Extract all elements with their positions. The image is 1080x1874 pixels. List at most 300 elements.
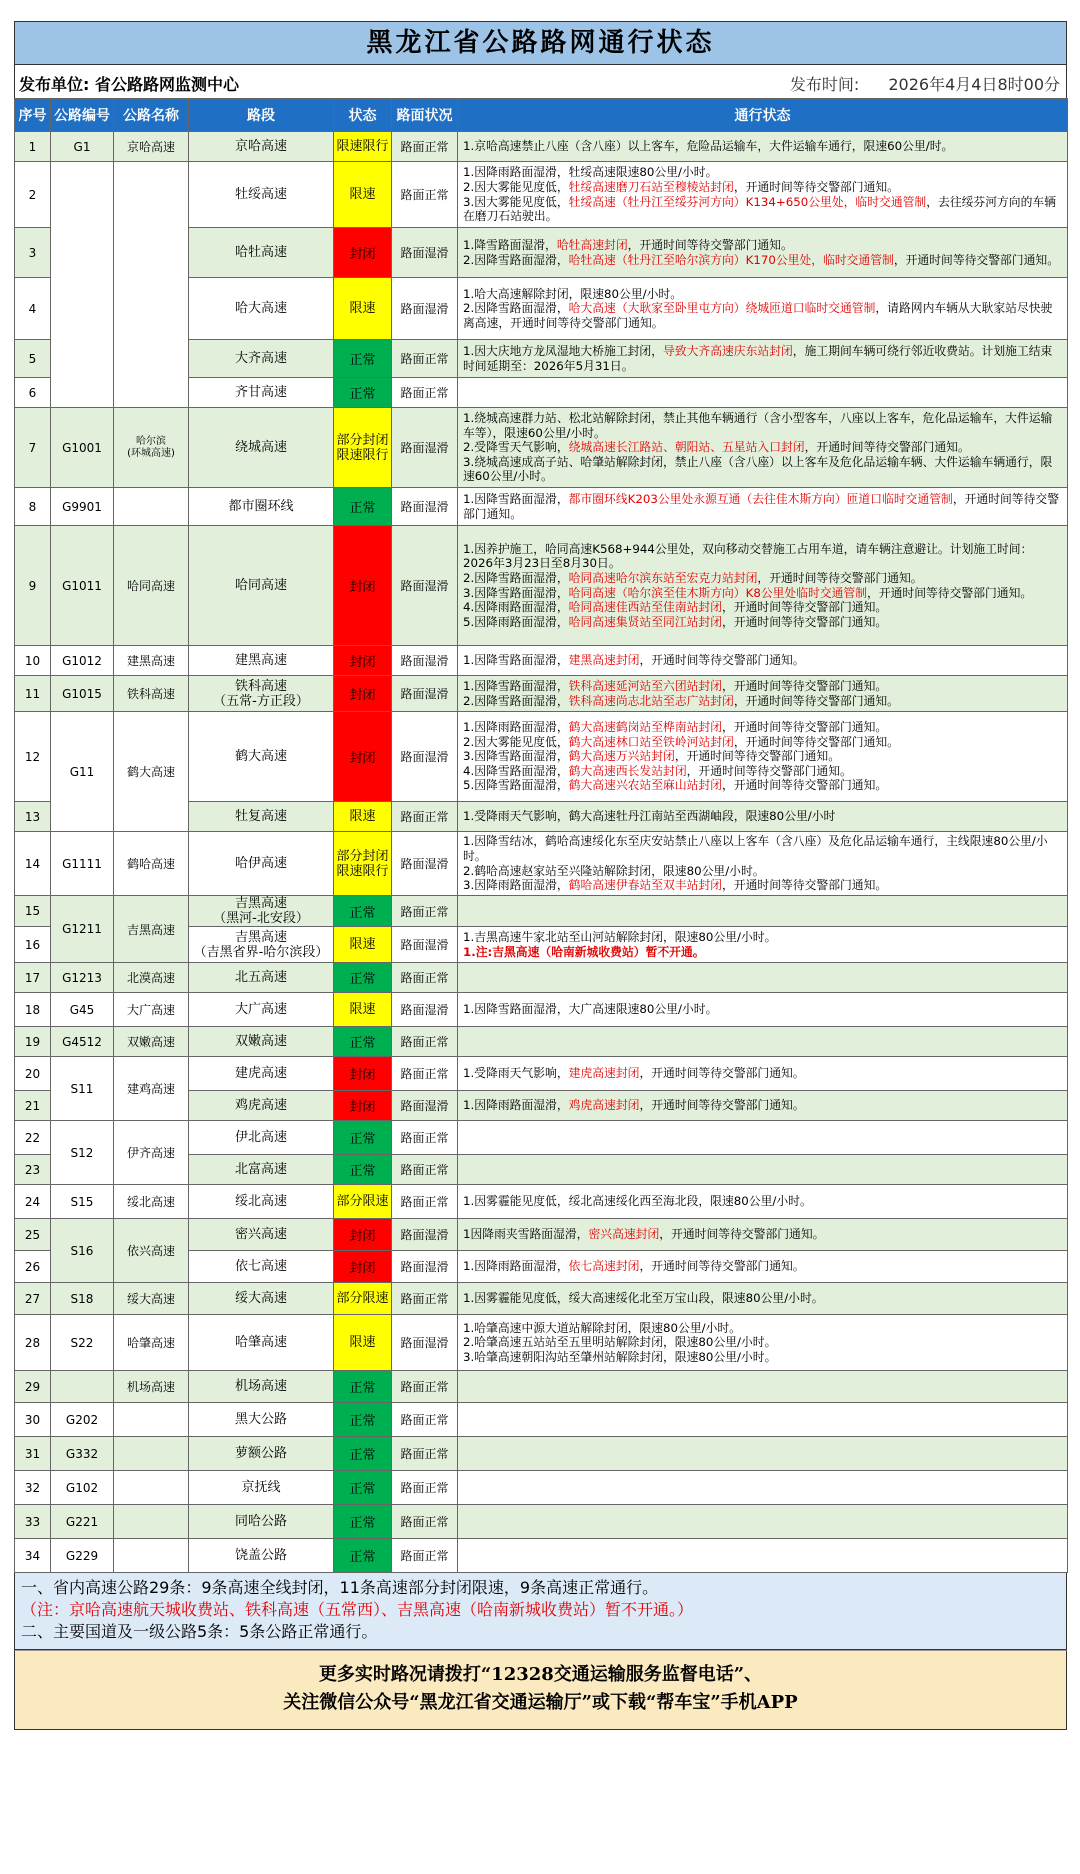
- road-condition: 路面湿滑: [392, 1315, 458, 1371]
- table-row: [15, 1283, 1068, 1315]
- road-code: S15: [51, 1185, 114, 1219]
- detail-highlight: 依七高速封闭: [568, 1259, 640, 1274]
- table-row: [15, 1219, 1068, 1251]
- detail-line: [463, 586, 1062, 601]
- detail-highlight: 哈牡高速（牡丹江至哈尔滨方向）K170公里处，临时交通管制: [568, 252, 894, 267]
- detail-text: ，开通时间等待交警部门通知。: [804, 440, 970, 455]
- row-number: 12: [15, 712, 51, 802]
- traffic-detail: [458, 927, 1068, 963]
- road-condition: 路面湿滑: [392, 676, 458, 712]
- road-name: 建黑高速: [114, 646, 189, 676]
- detail-text: ，开通时间等待交警部门通知。: [757, 570, 923, 585]
- table-row: [15, 1185, 1068, 1219]
- road-segment: 哈牡高速: [189, 228, 334, 278]
- detail-text: 1.因降雨路面湿滑，: [463, 720, 569, 735]
- detail-text: ，开通时间等待交警部门通知。: [733, 179, 899, 194]
- detail-highlight: 密兴高速封闭: [588, 1227, 660, 1242]
- road-name: 哈同高速: [114, 526, 189, 646]
- status-badge: 正常: [334, 488, 392, 526]
- road-code: G1211: [51, 896, 114, 963]
- road-code: S11: [51, 1057, 114, 1121]
- row-number: 26: [15, 1251, 51, 1283]
- road-condition: 路面湿滑: [392, 832, 458, 896]
- status-badge: 封闭: [334, 1091, 392, 1121]
- status-badge: 封闭: [334, 1219, 392, 1251]
- detail-text: 1.因雾霾能见度低，绥北高速绥化西至海北段，限速80公里/小时。: [463, 1194, 812, 1209]
- status-badge: 封闭: [334, 526, 392, 646]
- row-number: 20: [15, 1057, 51, 1091]
- detail-highlight: 建黑高速封闭: [568, 653, 640, 668]
- detail-text: 2.因大雾能见度低，: [463, 734, 569, 749]
- row-number: 6: [15, 378, 51, 408]
- status-badge: 部分限速: [334, 1283, 392, 1315]
- road-name: [114, 1539, 189, 1573]
- row-number: 11: [15, 676, 51, 712]
- status-badge: 限速: [334, 278, 392, 340]
- detail-text: ，开通时间等待交警部门通知。: [867, 585, 1033, 600]
- traffic-detail: [458, 832, 1068, 896]
- detail-text: 1.因养护施工，哈同高速K568+944公里处，双向移动交替施工占用车道，请车辆注意避让。计划施工时间：2026年3月23日至8月30日。: [463, 541, 1033, 571]
- col-header-segment: 路段: [189, 99, 334, 132]
- traffic-detail: [458, 526, 1068, 646]
- detail-text: ，开通时间等待交警部门通知。: [733, 693, 899, 708]
- road-name: 北漠高速: [114, 963, 189, 993]
- status-badge: 封闭: [334, 228, 392, 278]
- table-row: [15, 1539, 1068, 1573]
- status-badge: 限速限行: [334, 132, 392, 162]
- road-segment: 绕城高速: [189, 408, 334, 488]
- traffic-detail: [458, 676, 1068, 712]
- road-segment: 双嫩高速: [189, 1027, 334, 1057]
- detail-text: 1.因降雪路面湿滑，大广高速限速80公里/小时。: [463, 1002, 718, 1017]
- road-code: G1: [51, 132, 114, 162]
- road-name: 鹤大高速: [114, 712, 189, 832]
- traffic-detail: [458, 1315, 1068, 1371]
- traffic-detail: [458, 1219, 1068, 1251]
- detail-text: 3.哈肇高速朝阳沟站至肇州站解除封闭，限速80公里/小时。: [463, 1349, 777, 1364]
- status-badge: 部分封闭 限速限行: [334, 832, 392, 896]
- road-code: G1213: [51, 963, 114, 993]
- footer-hotline: [14, 1650, 1067, 1730]
- detail-highlight: 鹤大高速林口站至铁岭河站封闭: [568, 734, 734, 749]
- detail-line: [463, 694, 1062, 709]
- publish-time-label: 发布时间:: [789, 75, 860, 94]
- row-number: 29: [15, 1371, 51, 1403]
- status-badge: 封闭: [334, 676, 392, 712]
- row-number: 30: [15, 1403, 51, 1437]
- table-row: [15, 526, 1068, 646]
- road-condition: 路面正常: [392, 1437, 458, 1471]
- road-name: 双嫩高速: [114, 1027, 189, 1057]
- traffic-detail: [458, 963, 1068, 993]
- road-code: S18: [51, 1283, 114, 1315]
- detail-text: 1.京哈高速禁止八座（含八座）以上客车，危险品运输车，大件运输车通行，限速60公里/时。: [463, 139, 954, 154]
- detail-text: ，开通时间等待交警部门通知。: [722, 878, 888, 893]
- detail-line: [463, 1350, 1062, 1365]
- road-code: G11: [51, 712, 114, 832]
- col-header-status: 状态: [334, 99, 392, 132]
- road-segment: 北五高速: [189, 963, 334, 993]
- detail-text: 1.因降雨路面湿滑，牡绥高速限速80公里/小时。: [463, 165, 718, 180]
- table-row: [15, 1437, 1068, 1471]
- traffic-detail: [458, 1403, 1068, 1437]
- publisher-label: 发布单位:: [19, 75, 90, 94]
- traffic-detail: [458, 1027, 1068, 1057]
- road-segment: 绥大高速: [189, 1283, 334, 1315]
- detail-line: [463, 1066, 1062, 1081]
- table-row: [15, 646, 1068, 676]
- detail-text: ，开通时间等待交警部门通知。: [659, 1227, 825, 1242]
- detail-line: [463, 749, 1062, 764]
- row-number: 31: [15, 1437, 51, 1471]
- road-name: 机场高速: [114, 1371, 189, 1403]
- detail-text: 1.受降雨天气影响，: [463, 1066, 569, 1081]
- row-number: 19: [15, 1027, 51, 1057]
- status-badge: 正常: [334, 1539, 392, 1573]
- detail-text: 1.降雪路面湿滑，: [463, 237, 557, 252]
- traffic-detail: [458, 896, 1068, 927]
- detail-line: [463, 1194, 1062, 1209]
- road-condition: 路面湿滑: [392, 526, 458, 646]
- road-condition: 路面湿滑: [392, 993, 458, 1027]
- publish-time-value: 2026年4月4日8时00分: [888, 75, 1060, 94]
- row-number: 3: [15, 228, 51, 278]
- detail-line: [463, 1291, 1062, 1306]
- row-number: 2: [15, 162, 51, 228]
- detail-highlight: 鸡虎高速封闭: [568, 1098, 640, 1113]
- road-code: G1111: [51, 832, 114, 896]
- page-title: 黑龙江省公路路网通行状态: [14, 21, 1067, 65]
- detail-text: 3.因降雪路面湿滑，: [463, 585, 569, 600]
- detail-highlight: 哈牡高速封闭: [556, 237, 628, 252]
- road-code: G4512: [51, 1027, 114, 1057]
- road-condition: 路面正常: [392, 802, 458, 832]
- traffic-detail: [458, 408, 1068, 488]
- detail-highlight: 牡绥高速磨刀石站至穆棱站封闭: [568, 179, 734, 194]
- detail-line: [463, 440, 1062, 455]
- detail-line: [463, 864, 1062, 879]
- table-row: [15, 1505, 1068, 1539]
- table-body: [15, 132, 1068, 1573]
- road-segment: 鸡虎高速: [189, 1091, 334, 1121]
- table-row: [15, 1057, 1068, 1091]
- row-number: 27: [15, 1283, 51, 1315]
- row-number: 7: [15, 408, 51, 488]
- road-condition: 路面正常: [392, 1027, 458, 1057]
- table-row: [15, 993, 1068, 1027]
- status-badge: 正常: [334, 1027, 392, 1057]
- detail-text: 1.因降雨路面湿滑，: [463, 1098, 569, 1113]
- row-number: 25: [15, 1219, 51, 1251]
- detail-highlight: 鹤大高速西长发站封闭: [568, 763, 687, 778]
- road-segment: 牡复高速: [189, 802, 334, 832]
- road-condition: 路面湿滑: [392, 712, 458, 802]
- detail-text: ，开通时间等待交警部门通知。: [733, 734, 899, 749]
- road-condition: 路面湿滑: [392, 1091, 458, 1121]
- road-code: G45: [51, 993, 114, 1027]
- detail-text: 2.因降雪路面湿滑，: [463, 570, 569, 585]
- road-name: [114, 488, 189, 526]
- detail-line: [463, 165, 1062, 180]
- traffic-detail: [458, 488, 1068, 526]
- road-name: [114, 1505, 189, 1539]
- publisher: [19, 72, 239, 95]
- road-condition: 路面正常: [392, 1505, 458, 1539]
- traffic-detail: [458, 1251, 1068, 1283]
- status-badge: 正常: [334, 896, 392, 927]
- detail-highlight: 导致大齐高速庆东站封闭: [663, 343, 793, 358]
- row-number: 14: [15, 832, 51, 896]
- detail-line: [463, 600, 1062, 615]
- row-number: 32: [15, 1471, 51, 1505]
- detail-text: 1.因雾霾能见度低，绥大高速绥化北至万宝山段，限速80公里/小时。: [463, 1291, 824, 1306]
- status-badge: 正常: [334, 963, 392, 993]
- road-code: G229: [51, 1539, 114, 1573]
- summary-line-highways: 一、省内高速公路29条：9条高速全线封闭，11条高速部分封闭限速，9条高速正常通行。: [21, 1578, 659, 1597]
- status-badge: 正常: [334, 1403, 392, 1437]
- road-segment: 哈大高速: [189, 278, 334, 340]
- road-name: 哈尔滨 (环城高速): [114, 408, 189, 488]
- status-badge: 正常: [334, 378, 392, 408]
- road-segment: 建虎高速: [189, 1057, 334, 1091]
- traffic-detail: [458, 1057, 1068, 1091]
- detail-text: 3.因降雨路面湿滑，: [463, 878, 569, 893]
- road-segment: 北富高速: [189, 1155, 334, 1185]
- detail-line: [463, 653, 1062, 668]
- detail-text: ，去往绥芬河方向的车辆在磨刀石站驶出。: [463, 194, 1056, 224]
- status-badge: 部分限速: [334, 1185, 392, 1219]
- road-condition: 路面正常: [392, 1283, 458, 1315]
- detail-text: 1.因降雪结冰，鹤哈高速绥化东至庆安站禁止八座以上客车（含八座）及危化品运输车通行，主线限速80公里/小时。: [463, 834, 1048, 863]
- road-segment: 大广高速: [189, 993, 334, 1027]
- detail-line: [463, 834, 1062, 863]
- row-number: 13: [15, 802, 51, 832]
- detail-highlight: 牡绥高速（牡丹江至绥芬河方向）K134+650公里处，临时交通管制: [568, 194, 927, 209]
- row-number: 15: [15, 896, 51, 927]
- road-condition: 路面正常: [392, 1155, 458, 1185]
- traffic-detail: [458, 802, 1068, 832]
- summary-line-national: 二、主要国道及一级公路5条：5条公路正常通行。: [21, 1622, 378, 1641]
- detail-line: [463, 253, 1062, 268]
- status-table: [14, 98, 1068, 1573]
- road-condition: 路面正常: [392, 1057, 458, 1091]
- traffic-detail: [458, 712, 1068, 802]
- road-name: 京哈高速: [114, 132, 189, 162]
- road-segment: 饶盖公路: [189, 1539, 334, 1573]
- detail-text: ，开通时间等待交警部门通知。: [686, 763, 852, 778]
- row-number: 34: [15, 1539, 51, 1573]
- detail-line: [463, 492, 1062, 521]
- detail-line: [463, 735, 1062, 750]
- table-row: [15, 1471, 1068, 1505]
- road-condition: 路面正常: [392, 1121, 458, 1155]
- detail-text: 1.吉黑高速牛家北站至山河站解除封闭，限速80公里/小时。: [463, 929, 777, 944]
- road-segment: 京抚线: [189, 1471, 334, 1505]
- detail-text: 2.哈肇高速五站站至五里明站解除封闭，限速80公里/小时。: [463, 1335, 777, 1350]
- road-segment: 哈同高速: [189, 526, 334, 646]
- detail-text: 2.受降雪天气影响，: [463, 440, 569, 455]
- detail-line: [463, 344, 1062, 373]
- detail-text: 1因降雨夹雪路面湿滑，: [463, 1227, 589, 1242]
- row-number: 9: [15, 526, 51, 646]
- detail-line: [463, 571, 1062, 586]
- detail-text: 1.因降雪路面湿滑，: [463, 678, 569, 693]
- detail-text: 1.哈肇高速中源大道站解除封闭，限速80公里/小时。: [463, 1320, 741, 1335]
- detail-line: [463, 878, 1062, 893]
- road-segment: 都市圈环线: [189, 488, 334, 526]
- table-row: [15, 1027, 1068, 1057]
- publish-info-row: [14, 65, 1067, 98]
- table-row: [15, 488, 1068, 526]
- road-segment: 萝额公路: [189, 1437, 334, 1471]
- road-status-sheet: [14, 21, 1067, 1730]
- road-condition: 路面湿滑: [392, 488, 458, 526]
- traffic-detail: [458, 1471, 1068, 1505]
- road-condition: 路面正常: [392, 162, 458, 228]
- status-badge: 封闭: [334, 646, 392, 676]
- summary-box: [14, 1573, 1067, 1650]
- road-code: G202: [51, 1403, 114, 1437]
- road-segment: 吉黑高速 （吉黑省界-哈尔滨段）: [189, 927, 334, 963]
- detail-text: 5.因降雨路面湿滑，: [463, 614, 569, 629]
- detail-line: [463, 238, 1062, 253]
- detail-text: ，开通时间等待交警部门通知。: [722, 614, 888, 629]
- traffic-detail: [458, 1185, 1068, 1219]
- detail-line: [463, 195, 1062, 224]
- road-segment: 京哈高速: [189, 132, 334, 162]
- col-header-code: 公路编号: [51, 99, 114, 132]
- table-row: [15, 408, 1068, 488]
- detail-line: [463, 778, 1062, 793]
- detail-line: [463, 1227, 1062, 1242]
- road-name: 大广高速: [114, 993, 189, 1027]
- road-name: 建鸡高速: [114, 1057, 189, 1121]
- detail-line: [463, 615, 1062, 630]
- road-code: [51, 162, 114, 408]
- detail-line: [463, 411, 1062, 440]
- status-badge: 限速: [334, 802, 392, 832]
- row-number: 21: [15, 1091, 51, 1121]
- table-row: [15, 162, 1068, 228]
- road-name: 伊齐高速: [114, 1121, 189, 1185]
- status-badge: 限速: [334, 993, 392, 1027]
- traffic-detail: [458, 378, 1068, 408]
- status-badge: 限速: [334, 162, 392, 228]
- road-code: S22: [51, 1315, 114, 1371]
- status-badge: 正常: [334, 1155, 392, 1185]
- publisher-value: 省公路路网监测中心: [94, 75, 239, 94]
- traffic-detail: [458, 340, 1068, 378]
- traffic-detail: [458, 228, 1068, 278]
- traffic-detail: [458, 1539, 1068, 1573]
- road-condition: 路面湿滑: [392, 228, 458, 278]
- road-condition: 路面正常: [392, 896, 458, 927]
- road-condition: 路面正常: [392, 1471, 458, 1505]
- road-code: G221: [51, 1505, 114, 1539]
- detail-text: ，开通时间等待交警部门通知。: [722, 678, 888, 693]
- traffic-detail: [458, 1371, 1068, 1403]
- detail-text: ，开通时间等待交警部门通知。: [722, 720, 888, 735]
- table-row: [15, 963, 1068, 993]
- road-name: 吉黑高速: [114, 896, 189, 963]
- road-segment: 鹤大高速: [189, 712, 334, 802]
- road-condition: 路面正常: [392, 1185, 458, 1219]
- summary-note: （注：京哈高速航天城收费站、铁科高速（五常西）、吉黑高速（哈南新城收费站）暂不开通。）: [21, 1600, 694, 1619]
- col-header-no: 序号: [15, 99, 51, 132]
- row-number: 28: [15, 1315, 51, 1371]
- traffic-detail: [458, 1505, 1068, 1539]
- col-header-name: 公路名称: [114, 99, 189, 132]
- road-code: G332: [51, 1437, 114, 1471]
- road-condition: 路面正常: [392, 132, 458, 162]
- road-code: G102: [51, 1471, 114, 1505]
- detail-text: 2.鹤哈高速赵家站至兴隆站解除封闭，限速80公里/小时。: [463, 863, 765, 878]
- road-segment: 同哈公路: [189, 1505, 334, 1539]
- detail-text: ，开通时间等待交警部门通知。: [463, 491, 1059, 521]
- road-name: 绥大高速: [114, 1283, 189, 1315]
- detail-text: ，开通时间等待交警部门通知。: [893, 252, 1059, 267]
- road-name: 绥北高速: [114, 1185, 189, 1219]
- table-row: [15, 1403, 1068, 1437]
- detail-highlight: 哈同高速佳西站至佳南站封闭: [568, 600, 723, 615]
- status-badge: 正常: [334, 1471, 392, 1505]
- road-code: G9901: [51, 488, 114, 526]
- col-header-detail: 通行状态: [458, 99, 1068, 132]
- road-segment: 大齐高速: [189, 340, 334, 378]
- road-condition: 路面湿滑: [392, 1251, 458, 1283]
- row-number: 24: [15, 1185, 51, 1219]
- traffic-detail: [458, 162, 1068, 228]
- detail-line: [463, 764, 1062, 779]
- road-segment: 依七高速: [189, 1251, 334, 1283]
- table-row: [15, 1121, 1068, 1155]
- detail-highlight: 绕城高速长江路站、朝阳站、五星站入口封闭: [568, 440, 805, 455]
- detail-text: ，请路网内车辆从大耿家站尽快驶离高速，开通时间等待交警部门通知。: [463, 301, 1053, 330]
- road-segment: 绥北高速: [189, 1185, 334, 1219]
- road-condition: 路面湿滑: [392, 408, 458, 488]
- detail-text: ，开通时间等待交警部门通知。: [639, 653, 805, 668]
- detail-line: [463, 139, 1062, 154]
- detail-line: [463, 930, 1062, 945]
- detail-text: 1.因降雨路面湿滑，: [463, 1259, 569, 1274]
- detail-highlight: 哈同高速哈尔滨东站至宏克力站封闭: [568, 570, 758, 585]
- road-segment: 哈肇高速: [189, 1315, 334, 1371]
- road-name: [114, 1403, 189, 1437]
- road-condition: 路面正常: [392, 963, 458, 993]
- status-badge: 封闭: [334, 1251, 392, 1283]
- row-number: 22: [15, 1121, 51, 1155]
- detail-text: ，开通时间等待交警部门通知。: [639, 1259, 805, 1274]
- detail-highlight: 鹤大高速鹤岗站至桦南站封闭: [568, 720, 723, 735]
- detail-highlight: 1.注:吉黑高速（哈南新城收费站）暂不开通。: [463, 944, 705, 959]
- detail-text: 1.受降雨天气影响，鹤大高速牡丹江南站至西湖岫段，限速80公里/小时: [463, 809, 836, 824]
- road-condition: 路面湿滑: [392, 278, 458, 340]
- road-segment: 哈伊高速: [189, 832, 334, 896]
- detail-highlight: 铁科高速延河站至六团站封闭: [568, 678, 723, 693]
- detail-text: ，开通时间等待交警部门通知。: [722, 778, 888, 793]
- detail-line: [463, 1335, 1062, 1350]
- status-badge: 正常: [334, 1437, 392, 1471]
- table-row: [15, 676, 1068, 712]
- detail-line: [463, 945, 1062, 960]
- detail-text: 2.因降雪路面湿滑，: [463, 252, 569, 267]
- road-condition: 路面湿滑: [392, 1219, 458, 1251]
- footer-line-2: 关注微信公众号“黑龙江省交通运输厅”或下载“帮车宝”手机APP: [283, 1692, 798, 1713]
- table-header-row: [15, 99, 1068, 132]
- status-badge: 正常: [334, 1121, 392, 1155]
- detail-text: ，开通时间等待交警部门通知。: [639, 1098, 805, 1113]
- traffic-detail: [458, 1091, 1068, 1121]
